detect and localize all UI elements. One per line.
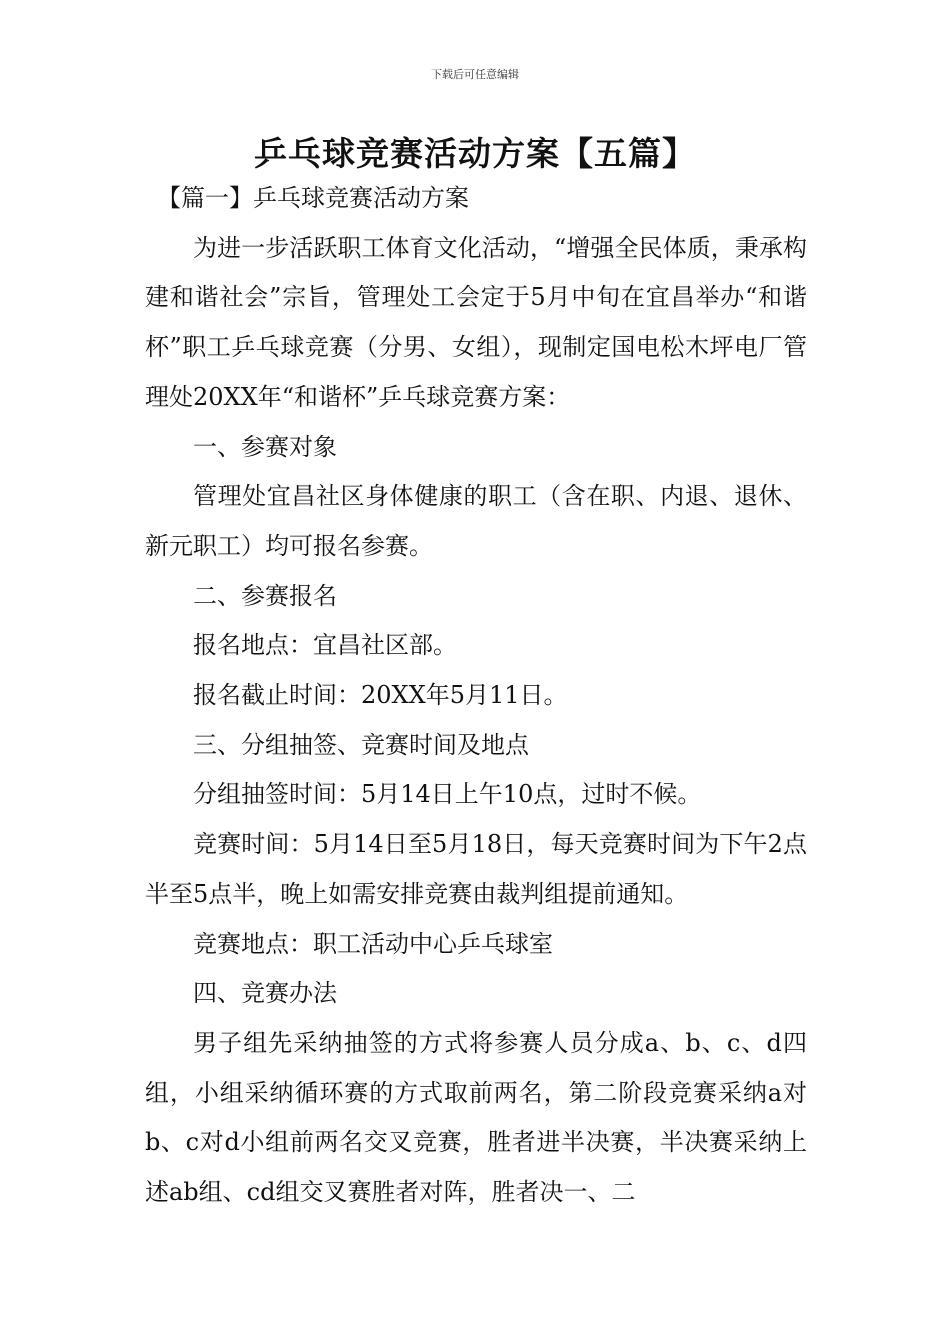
section-heading: 二、参赛报名 bbox=[193, 581, 337, 610]
section-heading: 【篇一】乒乓球竞赛活动方案 bbox=[157, 184, 469, 212]
section-heading: 一、参赛对象 bbox=[193, 432, 337, 461]
section-heading: 四、竞赛办法 bbox=[193, 979, 337, 1008]
paragraph: 报名截止时间：20XX年5月11日。 bbox=[193, 681, 568, 710]
document-title: 乒乓球竞赛活动方案【五篇】 bbox=[254, 134, 696, 173]
paragraph: 竞赛地点：职工活动中心乒乓球室 bbox=[193, 929, 553, 958]
paragraph: 报名地点：宜昌社区部。 bbox=[193, 631, 457, 660]
paragraph: 竞赛时间：5月14日至5月18日，每天竞赛时间为下午2点半至5点半，晚上如需安排竞赛由裁判组提前通知。 bbox=[145, 830, 807, 908]
paragraph: 分组抽签时间：5月14日上午10点，过时不候。 bbox=[193, 780, 702, 809]
document-body bbox=[145, 174, 807, 1218]
paragraph: 为进一步活跃职工体育文化活动，“增强全民体质，秉承构建和谐社会”宗旨，管理处工会定于5月中旬在宜昌举办“和谐杯”职工乒乓球竞赛（分男、女组），现制定国电松木坪电厂管理处20XX年“和谐杯”乒乓球竞赛方案： bbox=[145, 233, 807, 411]
paragraph: 管理处宜昌社区身体健康的职工（含在职、内退、退休、新元职工）均可报名参赛。 bbox=[145, 482, 807, 560]
section-heading: 三、分组抽签、竞赛时间及地点 bbox=[193, 730, 529, 759]
paragraph: 男子组先采纳抽签的方式将参赛人员分成a、b、c、d四组，小组采纳循环赛的方式取前两名，第二阶段竞赛采纳a对b、c对d小组前两名交叉竞赛，胜者进半决赛，半决赛采纳上述ab组、cd组交叉赛胜者对阵，胜者决一、二 bbox=[145, 1028, 807, 1207]
header-note: 下载后可任意编辑 bbox=[431, 68, 519, 81]
